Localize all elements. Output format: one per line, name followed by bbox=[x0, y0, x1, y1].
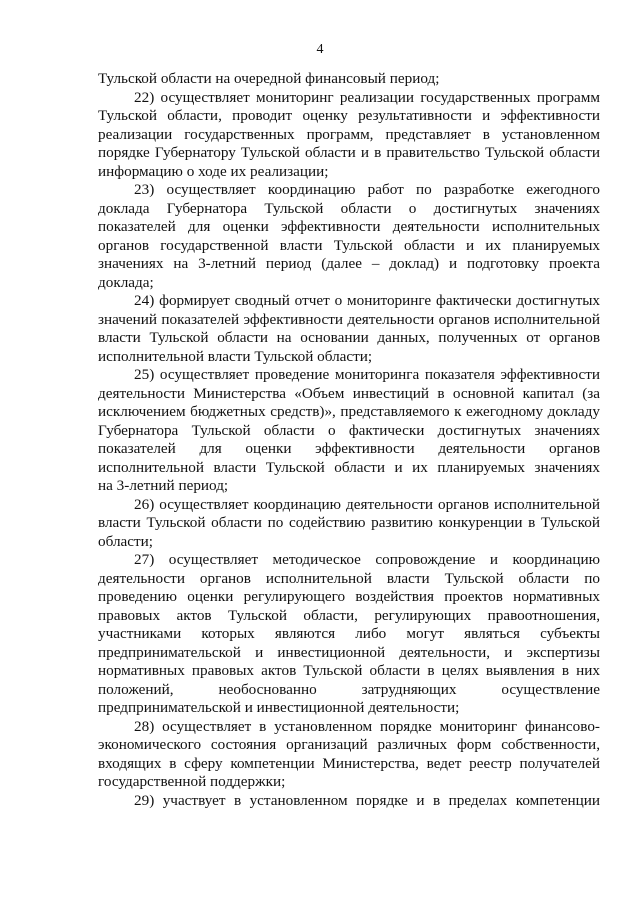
text-line: 24) формирует сводный отчет о мониторинге фактически достигнутых bbox=[134, 292, 600, 309]
text-line: власти Тульской области на основании данных, полученных от органов bbox=[98, 329, 600, 346]
text-line: нормативных правовых актов Тульской области в целях выявления в них bbox=[98, 662, 600, 679]
page-number: 4 bbox=[316, 42, 324, 57]
text-line: значениях на 3-летний период (далее – доклад) и подготовку проекта bbox=[98, 255, 600, 272]
text-line: Тульской области, проводит оценку результативности и эффективности bbox=[98, 107, 600, 124]
paragraph bbox=[98, 366, 600, 496]
text-line: 23) осуществляет координацию работ по разработке ежегодного bbox=[134, 181, 600, 198]
text-line: реализации государственных программ, представляет в установленном bbox=[98, 125, 600, 143]
paragraph bbox=[98, 292, 600, 366]
text-line: органов государственной власти Тульской области и их планируемых bbox=[98, 236, 600, 254]
text-line: доклада; bbox=[98, 273, 154, 291]
text-line: исключением бюджетных средств)», представляемого к ежегодному докладу bbox=[98, 403, 600, 420]
text-line: информацию о ходе их реализации; bbox=[98, 162, 329, 180]
text-line: показателей для оценки эффективности деятельности органов bbox=[98, 440, 600, 457]
text-line: государственной поддержки; bbox=[98, 773, 286, 790]
paragraph bbox=[98, 496, 600, 552]
text-line: значений показателей эффективности деятельности органов исполнительной bbox=[98, 310, 600, 328]
text-line: предпринимательской и инвестиционной деятельности, и экспертизы bbox=[98, 643, 600, 661]
text-line: 25) осуществляет проведение мониторинга показателя эффективности bbox=[134, 366, 600, 383]
text-line: проведению оценки регулирующего воздействия проектов нормативных bbox=[98, 588, 600, 605]
text-line: положений, необоснованно затрудняющих осуществление bbox=[98, 680, 600, 698]
text-line: участниками которых являются либо могут являться субъекты bbox=[98, 625, 600, 642]
paragraph bbox=[98, 70, 600, 89]
text-line: предпринимательской и инвестиционной деятельности; bbox=[98, 699, 460, 716]
paragraph bbox=[98, 181, 600, 292]
text-line: 22) осуществляет мониторинг реализации государственных программ bbox=[134, 88, 600, 106]
text-line: доклада Губернатора Тульской области о достигнутых значениях bbox=[98, 199, 600, 217]
text-line: правовых актов Тульской области, регулирующих правоотношения, bbox=[98, 606, 600, 624]
text-line: власти Тульской области по содействию развитию конкуренции в Тульской bbox=[98, 514, 600, 531]
text-line: 29) участвует в установленном порядке и в пределах компетенции bbox=[134, 791, 600, 809]
text-line: исполнительной власти Тульской области и их планируемых значениях bbox=[98, 458, 600, 476]
text-line: области; bbox=[98, 532, 153, 550]
text-line: порядке Губернатору Тульской области и в правительство Тульской области bbox=[98, 144, 600, 161]
paragraph bbox=[98, 89, 600, 182]
document-body bbox=[98, 70, 600, 810]
text-line: входящих в сферу компетенции Министерства, ведет реестр получателей bbox=[98, 754, 600, 772]
text-line: Губернатора Тульской области о фактически достигнутых значениях bbox=[98, 421, 600, 439]
paragraph bbox=[98, 792, 600, 811]
text-line: показателей для оценки эффективности деятельности исполнительных bbox=[98, 218, 600, 235]
text-line: экономического состояния организаций различных форм собственности, bbox=[98, 736, 600, 753]
text-line: 28) осуществляет в установленном порядке мониторинг финансово- bbox=[134, 717, 600, 735]
text-line: 27) осуществляет методическое сопровождение и координацию bbox=[134, 551, 600, 568]
text-line: на 3-летний период; bbox=[98, 477, 229, 494]
text-line: деятельности органов исполнительной власти Тульской области по bbox=[98, 569, 600, 587]
paragraph bbox=[98, 551, 600, 718]
text-line: исполнительной власти Тульской области; bbox=[98, 347, 373, 365]
paragraph bbox=[98, 718, 600, 792]
text-line: деятельности Министерства «Объем инвестиций в основной капитал (за bbox=[98, 384, 600, 402]
text-line: 26) осуществляет координацию деятельности органов исполнительной bbox=[134, 495, 600, 513]
text-line: Тульской области на очередной финансовый период; bbox=[98, 70, 440, 87]
